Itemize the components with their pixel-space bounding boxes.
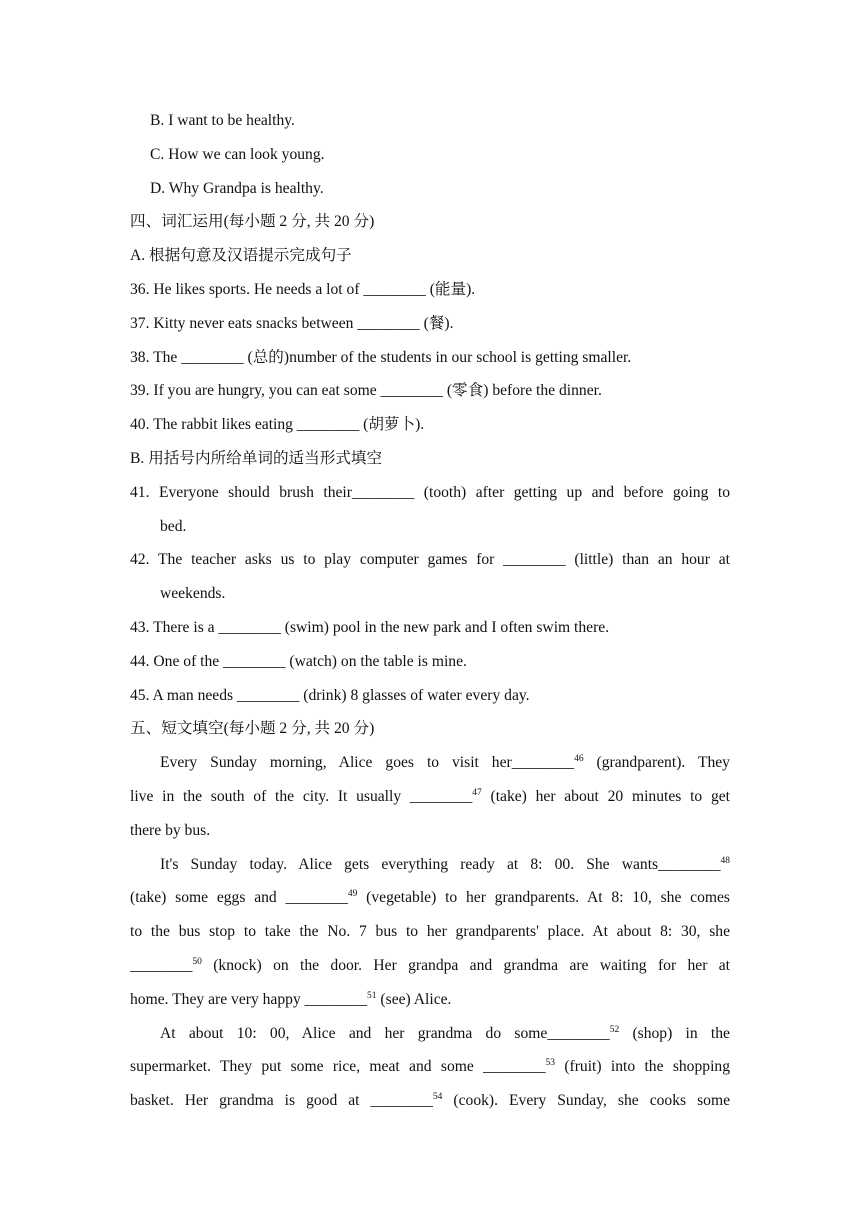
passage-p3-line-1 xyxy=(130,1017,730,1051)
question-41-line-1: 41. Everyone should brush their________ (tooth) after getting up and before going to xyxy=(130,483,730,501)
passage-text: basket. Her grandma is good at ________ xyxy=(130,1092,433,1110)
question-42-line-2: weekends. xyxy=(160,585,226,603)
passage-p2-line-1 xyxy=(130,848,730,882)
passage-p2-line-3: to the bus stop to take the No. 7 bus to her grandparents' place. At about 8: 30, she xyxy=(130,923,730,941)
question-45: 45. A man needs ________ (drink) 8 glasses of water every day. xyxy=(130,686,530,704)
question-36: 36. He likes sports. He needs a lot of ________ (能量). xyxy=(130,280,476,298)
passage-p3-line-2 xyxy=(130,1050,730,1084)
passage-text: (shop) in the xyxy=(619,1024,730,1042)
blank-number-48: 48 xyxy=(720,855,730,866)
passage-text: home. They are very happy ________ xyxy=(130,990,368,1008)
passage-p2-line-5 xyxy=(130,983,730,1017)
option-d: D. Why Grandpa is healthy. xyxy=(150,179,324,197)
question-37: 37. Kitty never eats snacks between ________ (餐). xyxy=(130,314,454,332)
section-4-part-a-heading: A. 根据句意及汉语提示完成句子 xyxy=(130,247,352,265)
passage-p2-line-4 xyxy=(130,949,730,983)
passage-text: (see) Alice. xyxy=(376,990,452,1008)
passage-text: It's Sunday today. Alice gets everything ready at 8: 00. She wants________ xyxy=(160,855,721,873)
passage-p3-line-3 xyxy=(130,1084,730,1118)
question-43: 43. There is a ________ (swim) pool in the new park and I often swim there. xyxy=(130,618,610,636)
passage-p1-line-1 xyxy=(130,746,730,780)
question-39: 39. If you are hungry, you can eat some ________ (零食) before the dinner. xyxy=(130,382,602,400)
blank-number-50: 50 xyxy=(192,956,202,967)
question-42-line-1: 42. The teacher asks us to play computer games for ________ (little) than an hour at xyxy=(130,551,730,569)
blank-number-46: 46 xyxy=(574,754,584,765)
blank-number-51: 51 xyxy=(367,990,377,1001)
passage-text: (vegetable) to her grandparents. At 8: 10, she comes xyxy=(357,889,730,907)
passage-text: Every Sunday morning, Alice goes to visit her________ xyxy=(160,754,575,772)
passage-text: (cook). Every Sunday, she cooks some xyxy=(442,1092,730,1110)
section-5-title: 五、短文填空(每小题 2 分, 共 20 分) xyxy=(130,720,375,738)
section-4-part-b-heading: B. 用括号内所给单词的适当形式填空 xyxy=(130,449,383,467)
passage-text: (take) her about 20 minutes to get xyxy=(481,787,730,805)
option-b: B. I want to be healthy. xyxy=(150,112,295,129)
blank-number-47: 47 xyxy=(472,787,482,798)
question-40: 40. The rabbit likes eating ________ (胡萝卜). xyxy=(130,416,425,434)
blank-number-54: 54 xyxy=(432,1092,443,1103)
passage-text: (fruit) into the shopping xyxy=(555,1058,730,1076)
passage-text: (grandparent). They xyxy=(583,754,730,772)
section-4-title: 四、词汇运用(每小题 2 分, 共 20 分) xyxy=(130,213,375,231)
passage-text: live in the south of the city. It usually ________ xyxy=(130,787,473,805)
exam-page xyxy=(130,104,730,1118)
passage-p1-line-3: there by bus. xyxy=(130,821,211,839)
option-c: C. How we can look young. xyxy=(150,145,325,163)
passage-text: supermarket. They put some rice, meat and some ________ xyxy=(130,1058,546,1076)
passage-p2-line-2 xyxy=(130,881,730,915)
passage-text: (knock) on the door. Her grandpa and grandma are waiting for her at xyxy=(201,956,730,974)
passage-text: (take) some eggs and ________ xyxy=(130,889,348,907)
question-44: 44. One of the ________ (watch) on the table is mine. xyxy=(130,652,467,670)
passage-p1-line-2 xyxy=(130,780,730,814)
passage-text: At about 10: 00, Alice and her grandma do some________ xyxy=(160,1024,610,1042)
blank-number-49: 49 xyxy=(347,889,358,900)
blank-number-52: 52 xyxy=(609,1024,620,1035)
passage-text: ________ xyxy=(130,956,193,974)
blank-number-53: 53 xyxy=(545,1058,555,1069)
question-38: 38. The ________ (总的)number of the students in our school is getting smaller. xyxy=(130,348,632,366)
question-41-line-2: bed. xyxy=(160,517,187,535)
